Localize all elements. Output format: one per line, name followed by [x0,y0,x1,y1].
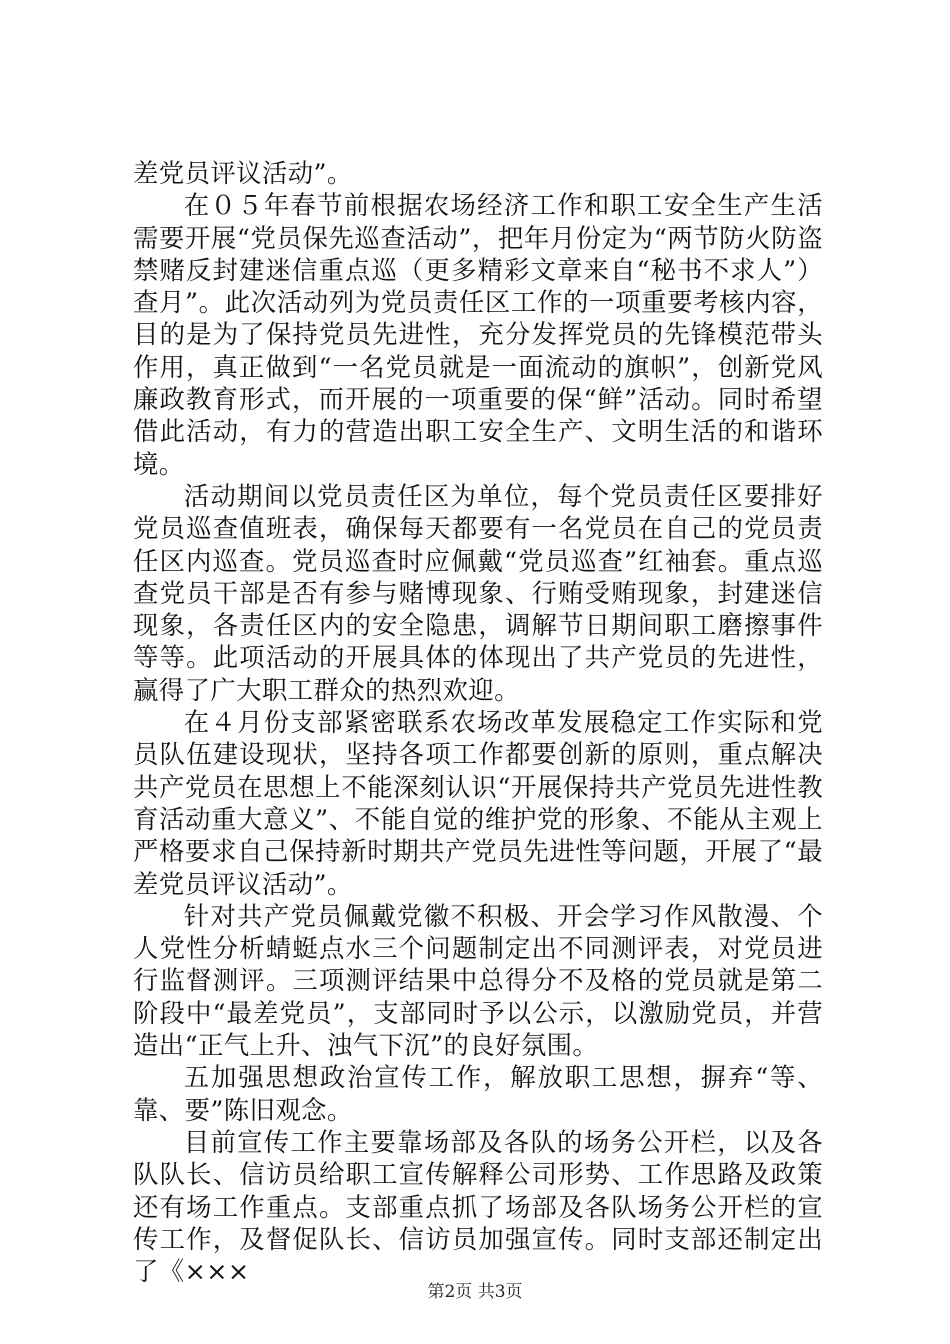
paragraph-4: 在４月份支部紧密联系农场改革发展稳定工作实际和党员队伍建设现状，坚持各项工作都要创新的原则，重点解决共产党员在思想上不能深刻认识“开展保持共产党员先进性教育活动重大意义”、不能自觉的维护党的形象、不能从主观上严格要求自己保持新时期共产党员先进性等问题，开展了“最差党员评议活动”。 [133,707,823,899]
document-body [133,157,823,1287]
paragraph-3: 活动期间以党员责任区为单位，每个党员责任区要排好党员巡查值班表，确保每天都要有一名党员在自己的党员责任区内巡查。党员巡查时应佩戴“党员巡查”红袖套。重点巡查党员干部是否有参与赌博现象、行贿受贿现象，封建迷信现象，各责任区内的安全隐患，调解节日期间职工磨擦事件等等。此项活动的开展具体的体现出了共产党员的先进性，赢得了广大职工群众的热烈欢迎。 [133,480,823,705]
paragraph-1: 差党员评议活动”。 [133,158,353,188]
paragraph-7: 目前宣传工作主要靠场部及各队的场务公开栏，以及各队队长、信访员给职工宣传解释公司形势、工作思路及政策还有场工作重点。支部重点抓了场部及各队场务公开栏的宣传工作，及督促队长、信访员加强宣传。同时支部还制定出了《××× [133,1126,823,1287]
page-footer: 第2页 共3页 [427,1282,523,1302]
paragraph-6: 五加强思想政治宣传工作，解放职工思想，摒弃“等、靠、要”陈旧观念。 [133,1062,823,1125]
paragraph-5: 针对共产党员佩戴党徽不积极、开会学习作风散漫、个人党性分析蜻蜓点水三个问题制定出不同测评表，对党员进行监督测评。三项测评结果中总得分不及格的党员就是第二阶段中“最差党员”，支部同时予以公示，以激励党员，并营造出“正气上升、浊气下沉”的良好氛围。 [133,900,823,1061]
paragraph-2: 在０５年春节前根据农场经济工作和职工安全生产生活需要开展“党员保先巡查活动”，把年月份定为“两节防火防盗禁赌反封建迷信重点巡（更多精彩文章来自“秘书不求人”）查月”。此次活动列为党员责任区工作的一项重要考核内容，目的是为了保持党员先进性，充分发挥党员的先锋模范带头作用，真正做到“一名党员就是一面流动的旗帜”，创新党风廉政教育形式，而开展的一项重要的保“鲜”活动。同时希望借此活动，有力的营造出职工安全生产、文明生活的和谐环境。 [133,190,823,479]
